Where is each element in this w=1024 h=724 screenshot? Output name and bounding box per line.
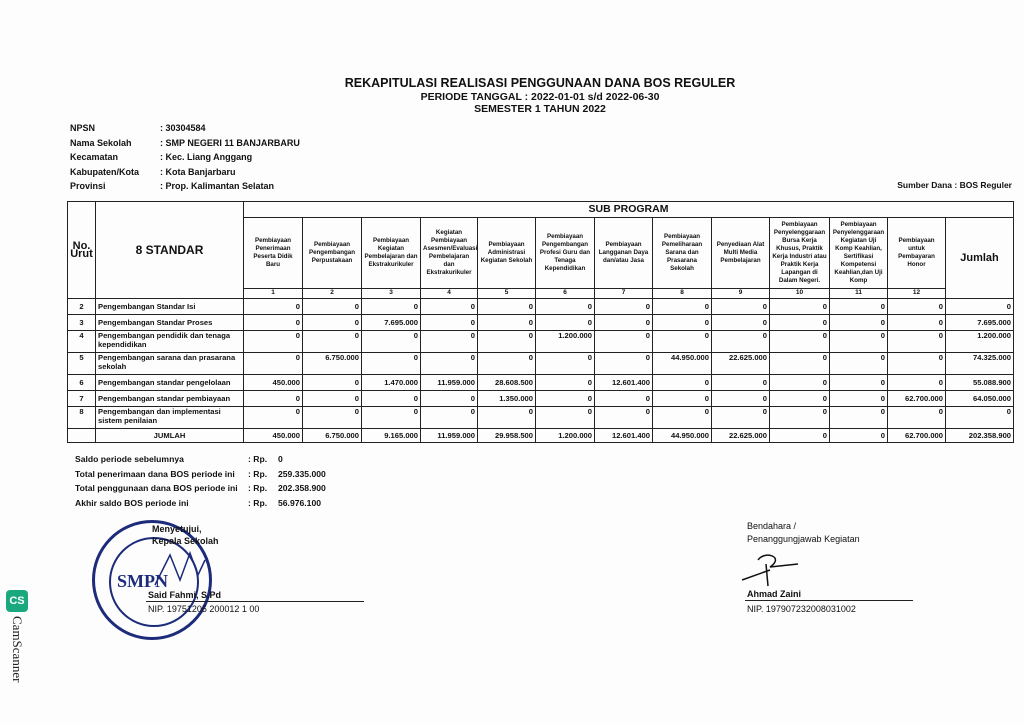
cell-value: 0	[303, 391, 362, 407]
row-total: 7.695.000	[946, 315, 1014, 331]
cell-value: 0	[888, 315, 946, 331]
row-number: 5	[68, 353, 96, 375]
row-total: 1.200.000	[946, 331, 1014, 353]
camscanner-watermark	[6, 590, 30, 682]
total-value: 11.959.000	[421, 429, 478, 443]
column-header: Pembiayaan Penyelenggaraan Kegiatan Uji Komp Keahlian, Sertifikasi Kompetensi Keahlian,dan Uji Komp	[830, 218, 888, 289]
cell-value: 0	[303, 375, 362, 391]
principal-title: Kepala Sekolah	[152, 536, 219, 546]
cell-value: 0	[830, 391, 888, 407]
cell-value: 0	[653, 331, 712, 353]
total-value: 44.950.000	[653, 429, 712, 443]
column-number: 11	[830, 289, 888, 299]
column-header: Pembiayaan Penyelenggaraan Bursa Kerja Khusus, Praktik Kerja Industri atau Praktik Kerja Lapangan di Dalam Negeri.	[770, 218, 830, 289]
column-header: Pembiayaan Kegiatan Pembelajaran dan Ekstrakurikuler	[362, 218, 421, 289]
header-no-urut: No. Urut	[68, 202, 96, 299]
header-standar: 8 STANDAR	[96, 202, 244, 299]
cell-value: 0	[770, 353, 830, 375]
cell-value: 0	[244, 331, 303, 353]
cell-value: 0	[888, 331, 946, 353]
cell-value: 0	[421, 391, 478, 407]
cell-value: 0	[712, 391, 770, 407]
cell-value: 0	[362, 353, 421, 375]
summary-row	[75, 467, 326, 482]
cell-value: 0	[712, 315, 770, 331]
cell-value: 0	[536, 391, 595, 407]
cell-value: 0	[478, 407, 536, 429]
summary-value: 259.335.000	[278, 468, 326, 479]
column-header: Pembiayaan Pemeliharaan Sarana dan Prasarana Sekolah	[653, 218, 712, 289]
column-number: 7	[595, 289, 653, 299]
school-info	[70, 121, 300, 194]
cell-value: 0	[770, 375, 830, 391]
principal-signature-line	[146, 601, 364, 602]
cell-value: 450.000	[244, 375, 303, 391]
column-number: 12	[888, 289, 946, 299]
cell-value: 0	[244, 391, 303, 407]
column-header: Pembiayaan Langganan Daya dan/atau Jasa	[595, 218, 653, 289]
cell-value: 0	[303, 331, 362, 353]
treasurer-signature	[740, 552, 810, 587]
cell-value: 0	[830, 375, 888, 391]
stamp-text: SMPN	[117, 571, 168, 591]
cell-value: 0	[830, 299, 888, 315]
column-header: Pembiayaan Penerimaan Peserta Didik Baru	[244, 218, 303, 289]
total-value: 22.625.000	[712, 429, 770, 443]
cell-value: 44.950.000	[653, 353, 712, 375]
column-header: Pembiayaan Pengembangan Perpustakaan	[303, 218, 362, 289]
cell-value: 0	[888, 407, 946, 429]
cell-value: 6.750.000	[303, 353, 362, 375]
cell-value: 0	[595, 299, 653, 315]
summary-currency: : Rp.	[248, 454, 268, 464]
column-header: Pembiayaan untuk Pembayaran Honor	[888, 218, 946, 289]
school-info-row	[70, 136, 300, 151]
treasurer-signature-line	[745, 600, 913, 601]
fund-source: Sumber Dana : BOS Reguler	[897, 180, 1012, 190]
balance-summary	[75, 452, 326, 510]
total-value: 6.750.000	[303, 429, 362, 443]
summary-value: 202.358.900	[278, 483, 326, 494]
cell-value: 1.200.000	[536, 331, 595, 353]
cell-value: 0	[770, 315, 830, 331]
summary-currency: : Rp.	[248, 483, 268, 494]
table-row	[68, 315, 1014, 331]
summary-value: 0	[278, 454, 283, 464]
cell-value: 0	[478, 353, 536, 375]
summary-label: Total penerimaan dana BOS periode ini	[75, 468, 235, 479]
treasurer-label: Bendahara /	[747, 521, 797, 531]
summary-row	[75, 481, 326, 496]
column-number: 1	[244, 289, 303, 299]
cell-value: 0	[421, 331, 478, 353]
summary-row	[75, 496, 326, 511]
cell-value: 11.959.000	[421, 375, 478, 391]
cell-value: 0	[653, 315, 712, 331]
column-number: 3	[362, 289, 421, 299]
cell-value: 0	[595, 331, 653, 353]
cell-value: 0	[303, 299, 362, 315]
cell-value: 0	[244, 299, 303, 315]
camscanner-text: CamScanner	[10, 616, 25, 683]
standard-name: Pengembangan Standar Isi	[96, 299, 244, 315]
total-value: 0	[830, 429, 888, 443]
total-value: 29.958.500	[478, 429, 536, 443]
column-header: Pembiayaan Administrasi Kegiatan Sekolah	[478, 218, 536, 289]
column-header: Pembiayaan Pengembangan Profesi Guru dan Tenaga Kependidikan	[536, 218, 595, 289]
treasurer-name: Ahmad Zaini	[747, 589, 802, 599]
school-info-value: : SMP NEGERI 11 BANJARBARU	[160, 137, 300, 148]
cell-value: 62.700.000	[888, 391, 946, 407]
cell-value: 0	[421, 315, 478, 331]
header-sub-program: SUB PROGRAM	[244, 202, 1014, 218]
cell-value: 0	[595, 353, 653, 375]
cell-value: 0	[888, 299, 946, 315]
cell-value: 0	[770, 407, 830, 429]
standard-name: Pengembangan sarana dan prasarana sekolah	[96, 353, 244, 375]
cell-value: 0	[830, 407, 888, 429]
row-number: 8	[68, 407, 96, 429]
school-info-label: NPSN	[70, 123, 96, 133]
summary-label: Akhir saldo BOS periode ini	[75, 497, 189, 508]
table-row	[68, 331, 1014, 353]
cell-value: 0	[421, 353, 478, 375]
table-row	[68, 375, 1014, 391]
cell-value: 1.470.000	[362, 375, 421, 391]
row-number: 6	[68, 375, 96, 391]
row-total: 64.050.000	[946, 391, 1014, 407]
cell-value: 0	[362, 391, 421, 407]
cell-value: 0	[421, 299, 478, 315]
summary-label: Total penggunaan dana BOS periode ini	[75, 483, 238, 494]
standard-name: Pengembangan dan implementasi sistem penilaian	[96, 407, 244, 429]
camscanner-logo-icon: CS	[6, 590, 28, 612]
cell-value: 0	[830, 331, 888, 353]
column-number: 2	[303, 289, 362, 299]
cell-value: 0	[595, 315, 653, 331]
row-number: 2	[68, 299, 96, 315]
table-row	[68, 299, 1014, 315]
row-total: 74.325.000	[946, 353, 1014, 375]
total-value: 62.700.000	[888, 429, 946, 443]
school-info-row	[70, 121, 300, 136]
cell-value: 0	[712, 299, 770, 315]
row-total: 55.088.900	[946, 375, 1014, 391]
cell-value: 1.350.000	[478, 391, 536, 407]
school-info-label: Kabupaten/Kota	[70, 166, 140, 177]
cell-value: 0	[595, 407, 653, 429]
cell-value: 0	[595, 391, 653, 407]
cell-value: 0	[536, 407, 595, 429]
row-number: 3	[68, 315, 96, 331]
summary-row	[75, 452, 326, 467]
cell-value: 0	[244, 353, 303, 375]
table-row	[68, 353, 1014, 375]
treasurer-title: Penanggungjawab Kegiatan	[747, 534, 860, 544]
cell-value: 0	[536, 315, 595, 331]
cell-value: 0	[712, 375, 770, 391]
cell-value: 0	[770, 391, 830, 407]
cell-value: 0	[830, 353, 888, 375]
table-row	[68, 391, 1014, 407]
recap-table	[67, 201, 1014, 443]
document-period: PERIODE TANGGAL : 2022-01-01 s/d 2022-06-30	[420, 91, 660, 103]
treasurer-nip: NIP. 197907232008031002	[747, 604, 856, 614]
cell-value: 0	[770, 331, 830, 353]
column-number: 6	[536, 289, 595, 299]
cell-value: 0	[478, 315, 536, 331]
cell-value: 0	[888, 353, 946, 375]
column-number: 5	[478, 289, 536, 299]
column-header: Kegiatan Pembiayaan Asesmen/Evaluasi Pembelajaran dan Ekstrakurikuler	[421, 218, 478, 289]
total-empty-cell	[68, 429, 96, 443]
total-value: 1.200.000	[536, 429, 595, 443]
cell-value: 7.695.000	[362, 315, 421, 331]
cell-value: 0	[244, 407, 303, 429]
principal-signature	[150, 545, 210, 595]
cell-value: 0	[362, 299, 421, 315]
standard-name: Pengembangan pendidik dan tenaga kependidikan	[96, 331, 244, 353]
cell-value: 0	[244, 315, 303, 331]
cell-value: 0	[653, 299, 712, 315]
cell-value: 12.601.400	[595, 375, 653, 391]
school-info-row	[70, 179, 300, 194]
cell-value: 0	[536, 299, 595, 315]
column-number: 8	[653, 289, 712, 299]
school-info-value: : Prop. Kalimantan Selatan	[160, 181, 275, 192]
row-total: 0	[946, 407, 1014, 429]
cell-value: 0	[421, 407, 478, 429]
cell-value: 28.608.500	[478, 375, 536, 391]
cell-value: 0	[653, 391, 712, 407]
total-value: 12.601.400	[595, 429, 653, 443]
school-info-value: : 30304584	[160, 123, 206, 133]
cell-value: 0	[303, 407, 362, 429]
school-info-label: Nama Sekolah	[70, 137, 132, 148]
summary-value: 56.976.100	[278, 497, 322, 508]
standard-name: Pengembangan Standar Proses	[96, 315, 244, 331]
school-info-value: : Kota Banjarbaru	[160, 166, 236, 177]
summary-currency: : Rp.	[248, 468, 268, 479]
school-info-row	[70, 165, 300, 180]
total-row	[68, 429, 1014, 443]
cell-value: 0	[712, 331, 770, 353]
school-info-label: Kecamatan	[70, 152, 119, 163]
cell-value: 0	[362, 407, 421, 429]
cell-value: 0	[478, 299, 536, 315]
standard-name: Pengembangan standar pembiayaan	[96, 391, 244, 407]
cell-value: 0	[712, 407, 770, 429]
principal-name: Said Fahmi, S.Pd	[148, 590, 222, 600]
document-semester: SEMESTER 1 TAHUN 2022	[474, 103, 606, 115]
cell-value: 0	[536, 353, 595, 375]
summary-currency: : Rp.	[248, 497, 268, 508]
school-info-label: Provinsi	[70, 181, 106, 192]
table-row	[68, 407, 1014, 429]
column-number: 4	[421, 289, 478, 299]
total-value: 0	[770, 429, 830, 443]
cell-value: 0	[362, 331, 421, 353]
row-number: 4	[68, 331, 96, 353]
cell-value: 0	[653, 375, 712, 391]
cell-value: 22.625.000	[712, 353, 770, 375]
summary-label: Saldo periode sebelumnya	[75, 454, 184, 464]
cell-value: 0	[830, 315, 888, 331]
cell-value: 0	[478, 331, 536, 353]
school-info-row	[70, 150, 300, 165]
header-jumlah: Jumlah	[946, 218, 1014, 299]
cell-value: 0	[536, 375, 595, 391]
column-number: 10	[770, 289, 830, 299]
document-title: REKAPITULASI REALISASI PENGGUNAAN DANA BOS REGULER	[344, 76, 736, 90]
standard-name: Pengembangan standar pengelolaan	[96, 375, 244, 391]
total-value: 9.165.000	[362, 429, 421, 443]
row-number: 7	[68, 391, 96, 407]
cell-value: 0	[303, 315, 362, 331]
column-number: 9	[712, 289, 770, 299]
cell-value: 0	[770, 299, 830, 315]
column-header: Penyediaan Alat Multi Media Pembelajaran	[712, 218, 770, 289]
row-total: 0	[946, 299, 1014, 315]
cell-value: 0	[653, 407, 712, 429]
principal-nip: NIP. 19751205 200012 1 00	[148, 604, 260, 614]
school-info-value: : Kec. Liang Anggang	[160, 152, 253, 163]
grand-total: 202.358.900	[946, 429, 1014, 443]
total-label: JUMLAH	[96, 429, 244, 443]
total-value: 450.000	[244, 429, 303, 443]
approval-label: Menyetujui,	[152, 524, 202, 534]
cell-value: 0	[888, 375, 946, 391]
